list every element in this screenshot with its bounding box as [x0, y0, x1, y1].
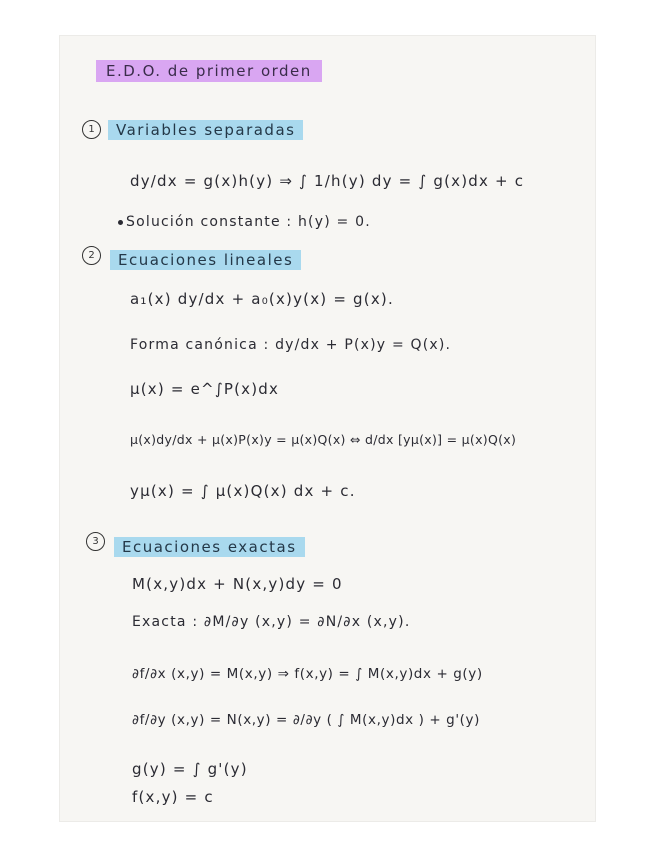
g-of-y: g(y) = ∫ g'(y)	[132, 760, 248, 778]
bullet-icon	[118, 220, 123, 225]
multiplied-equation: μ(x)dy/dx + μ(x)P(x)y = μ(x)Q(x) ⇔ d/dx [yμ(x)] = μ(x)Q(x)	[130, 432, 517, 447]
linear-general-equation: a₁(x) dy/dx + a₀(x)y(x) = g(x).	[130, 290, 394, 308]
constant-solution-text: Solución constante : h(y) = 0.	[126, 214, 371, 230]
constant-solution-line	[118, 214, 371, 230]
section-heading-2: Ecuaciones lineales	[110, 250, 301, 270]
section-number-2: 2	[82, 246, 101, 265]
section-heading-3: Ecuaciones exactas	[114, 537, 305, 557]
partial-y-step: ∂f/∂y (x,y) = N(x,y) = ∂/∂y ( ∫ M(x,y)dx ) + g'(y)	[132, 712, 480, 728]
page-title: E.D.O. de primer orden	[96, 60, 322, 82]
separable-formula: dy/dx = g(x)h(y) ⇒ ∫ 1/h(y) dy = ∫ g(x)dx + c	[130, 172, 525, 190]
exactness-condition: Exacta : ∂M/∂y (x,y) = ∂N/∂x (x,y).	[132, 614, 411, 630]
linear-solution: yμ(x) = ∫ μ(x)Q(x) dx + c.	[130, 482, 356, 500]
section-number-1: 1	[82, 120, 101, 139]
general-solution: f(x,y) = c	[132, 788, 214, 806]
section-heading-1: Variables separadas	[108, 120, 303, 140]
exact-equation: M(x,y)dx + N(x,y)dy = 0	[132, 575, 343, 593]
integrating-factor: μ(x) = e^∫P(x)dx	[130, 380, 280, 398]
section-number-3: 3	[86, 532, 105, 551]
canonical-form: Forma canónica : dy/dx + P(x)y = Q(x).	[130, 337, 452, 353]
partial-x-step: ∂f/∂x (x,y) = M(x,y) ⇒ f(x,y) = ∫ M(x,y)dx + g(y)	[132, 666, 483, 682]
notebook-page	[60, 36, 595, 821]
